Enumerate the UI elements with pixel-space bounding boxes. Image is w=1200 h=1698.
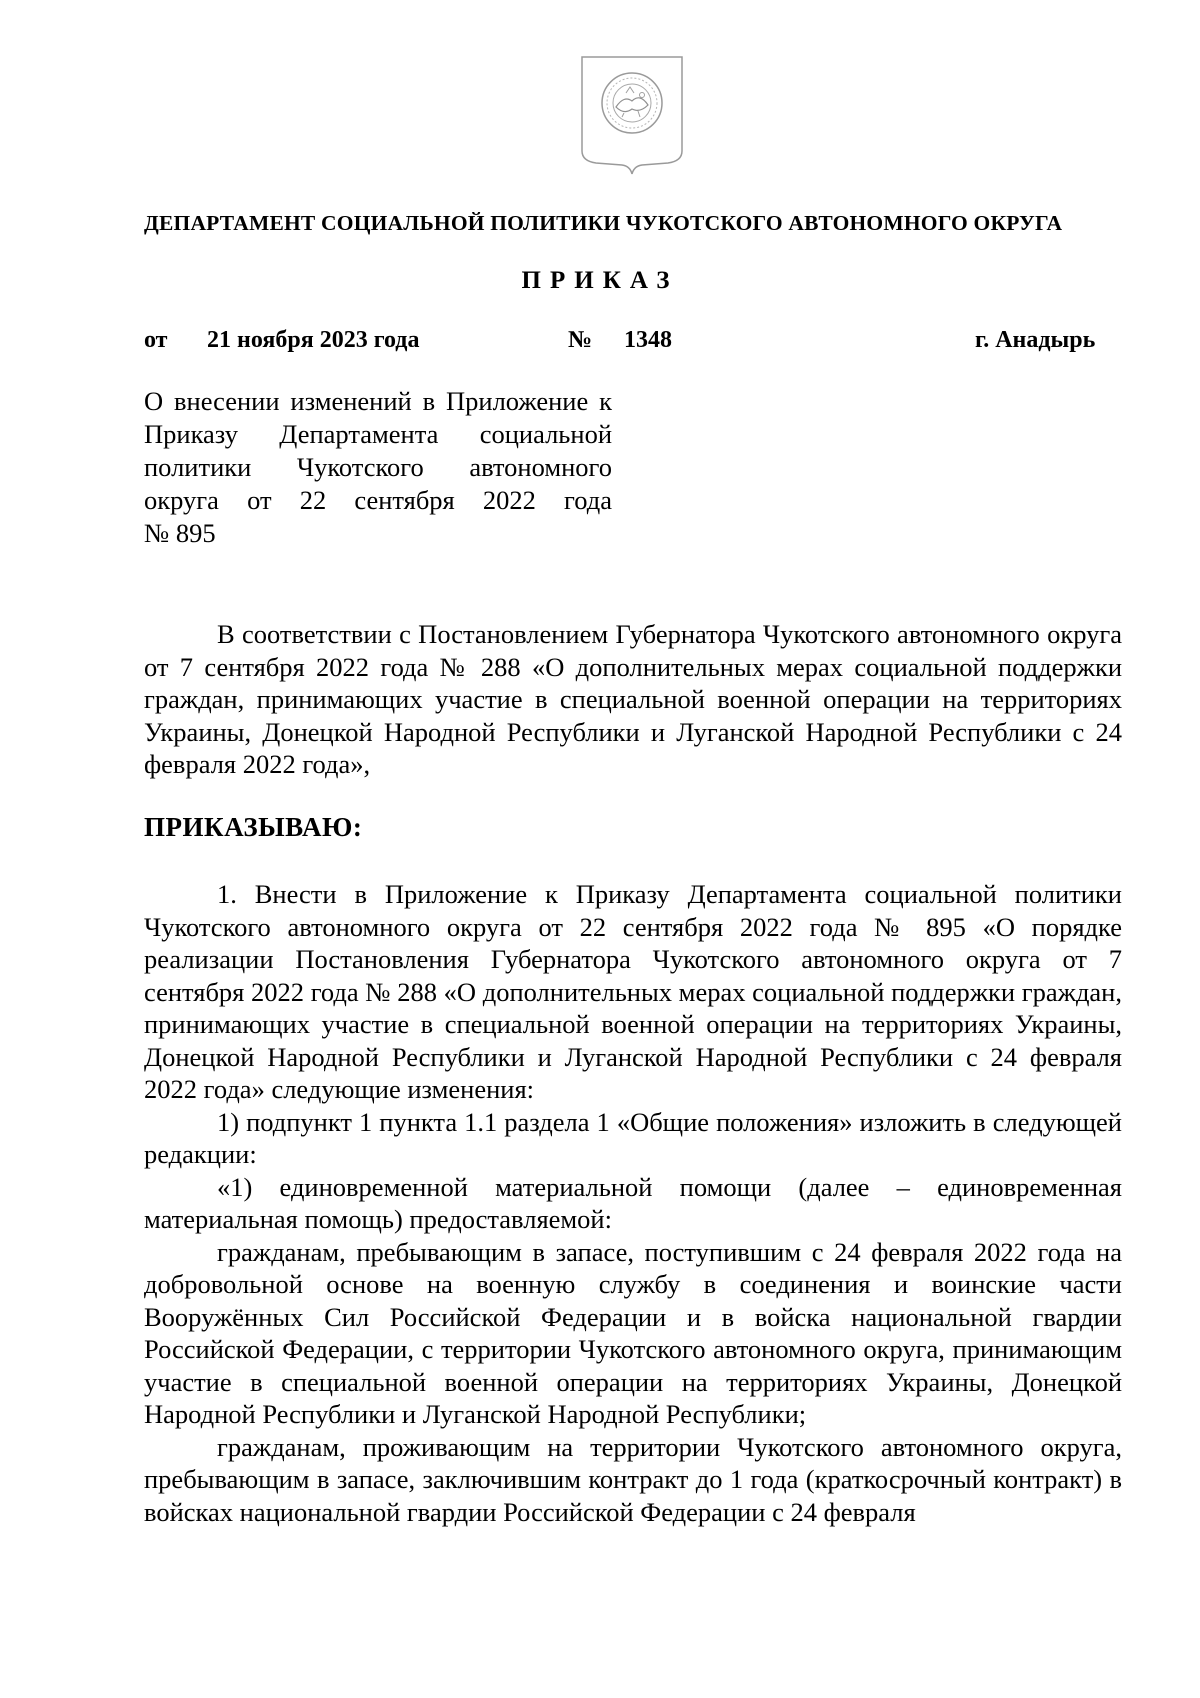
coat-of-arms-emblem	[580, 55, 684, 175]
preamble-paragraph: В соответствии с Постановлением Губернатора Чукотского автономного округа от 7 сентября 2022 года № 288 «О дополнительных мерах социальной поддержки граждан, принимающих участие в специальной военной операции на территориях Украины, Донецкой Народной Республики и Луганской Народной Республики с 24 февраля 2022 года»,	[144, 619, 1122, 779]
decree-heading: ПРИКАЗЫВАЮ:	[144, 812, 363, 842]
subject-number: № 895	[144, 518, 216, 548]
paragraph-recipients-1: гражданам, пребывающим в запасе, поступившим с 24 февраля 2022 года на добровольной основе на военную службу в соединения и воинские части Вооружённых Сил Российской Федерации и в войска национальной гвардии Российской Федерации, с территории Чукотского автономного округа, принимающим участие в специальной военной операции на территориях Украины, Донецкой Народной Республики и Луганской Народной Республики;	[144, 1236, 1122, 1429]
date-from-label: от	[144, 327, 168, 353]
preamble-block	[144, 618, 1122, 781]
order-subject	[144, 385, 612, 550]
document-type-title: ПРИКАЗ	[521, 267, 679, 294]
paragraph-item-1: 1. Внести в Приложение к Приказу Департамента социальной политики Чукотского автономного округа от 22 сентября 2022 года № 895 «О порядке реализации Постановления Губернатора Чукотского автономного округа от 7 сентября 2022 года № 288 «О дополнительных мерах социальной поддержки граждан, принимающих участие в специальной военной операции на территориях Украины, Донецкой Народной Республики и Луганской Народной Республики с 24 февраля 2022 года» следующие изменения:	[144, 879, 1122, 1104]
order-body	[144, 878, 1122, 1528]
number-sign: №	[568, 327, 593, 353]
order-date: 21 ноября 2023 года	[207, 327, 420, 353]
paragraph-recipients-2: гражданам, проживающим на территории Чукотского автономного округа, пребывающим в запасе, заключившим контракт до 1 года (краткосрочный контракт) в войсках национальной гвардии Российской Федерации с 24 февраля	[144, 1431, 1122, 1527]
order-place: г. Анадырь	[975, 327, 1096, 353]
order-number: 1348	[624, 327, 672, 353]
department-name: ДЕПАРТАМЕНТ СОЦИАЛЬНОЙ ПОЛИТИКИ ЧУКОТСКОГО АВТОНОМНОГО ОКРУГА	[144, 211, 1063, 235]
subject-text: О внесении изменений в Приложение к Приказу Департамента социальной политики Чукотского автономного округа от 22 сентября 2022 года	[144, 386, 612, 515]
paragraph-subitem-1: 1) подпункт 1 пункта 1.1 раздела 1 «Общие положения» изложить в следующей редакции:	[144, 1106, 1122, 1169]
paragraph-quote-start: «1) единовременной материальной помощи (далее – единовременная материальная помощь) предоставляемой:	[144, 1171, 1122, 1234]
